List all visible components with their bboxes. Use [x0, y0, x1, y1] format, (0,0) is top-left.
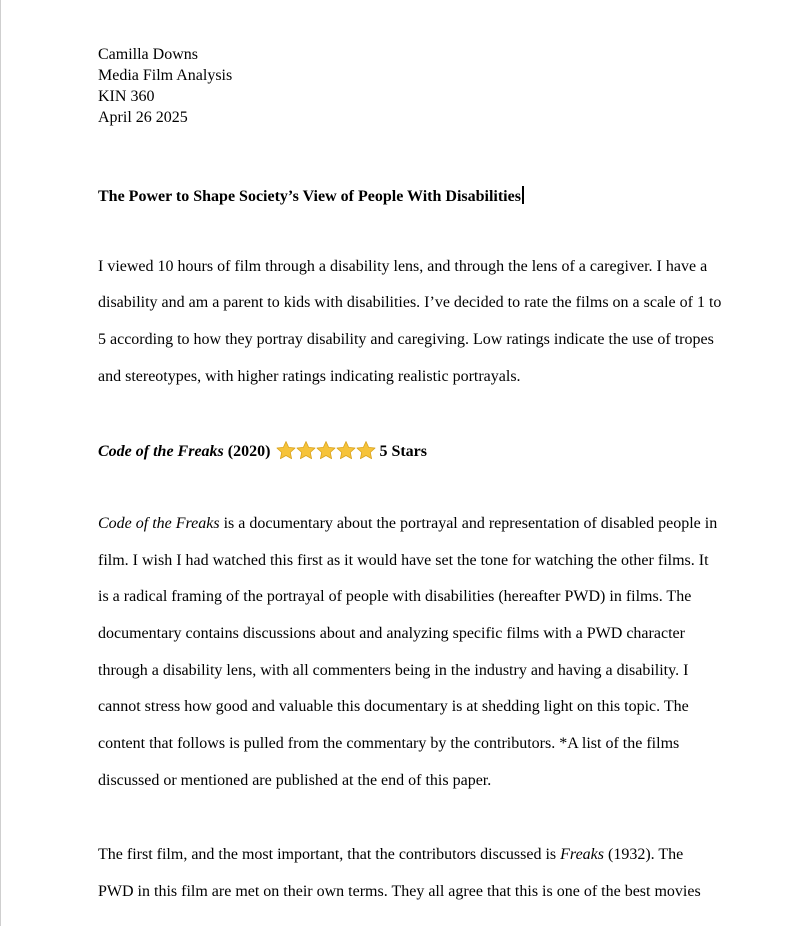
- paper-title[interactable]: [98, 186, 524, 207]
- film-para-line-8: discussed or mentioned are published at the end of this paper.: [98, 772, 492, 789]
- para3-italic-film: Freaks: [560, 846, 604, 863]
- film-para-italic-title: Code of the Freaks: [98, 515, 220, 532]
- star-icon: [277, 442, 295, 459]
- film-para-line-3: is a radical framing of the portrayal of people with disabilities (hereafter PWD) in films. The: [98, 588, 692, 605]
- intro-line-3: 5 according to how they portray disability and caregiving. Low ratings indicate the use of tropes: [98, 331, 714, 348]
- film-para-line-2: film. I wish I had watched this first as it would have set the tone for watching the other films. It: [98, 552, 709, 569]
- para3-line-1-pre: The first film, and the most important, that the contributors discussed is: [98, 846, 561, 863]
- film-para-line-1-rest: is a documentary about the portrayal and representation of disabled people in: [219, 515, 718, 532]
- star-icon: [337, 442, 355, 459]
- film-para-line-5: through a disability lens, with all commenters being in the industry and having a disability. I: [98, 662, 689, 679]
- text-cursor: [522, 186, 524, 204]
- paper-title-text: The Power to Shape Society’s View of People With Disabilities: [98, 188, 521, 205]
- film-heading: [98, 440, 427, 462]
- film-para-line-7: content that follows is pulled from the commentary by the contributors. *A list of the films: [98, 735, 680, 752]
- intro-line-4: and stereotypes, with higher ratings indicating realistic portrayals.: [98, 368, 521, 385]
- film-para-line-6: cannot stress how good and valuable this documentary is at shedding light on this topic. The: [98, 698, 689, 715]
- author-name: Camilla Downs: [98, 46, 198, 63]
- intro-line-2: disability and am a parent to kids with disabilities. I’ve decided to rate the films on a scale of 1 to: [98, 294, 722, 311]
- course-code: KIN 360: [98, 88, 155, 105]
- star-icon: [297, 442, 315, 459]
- film-para-line-4: documentary contains discussions about and analyzing specific films with a PWD character: [98, 625, 685, 642]
- para3-line-2: PWD in this film are met on their own terms. They all agree that this is one of the best movies: [98, 883, 701, 900]
- para3-line-1: [98, 845, 683, 865]
- submission-date: April 26 2025: [98, 109, 188, 126]
- film-heading-title: Code of the Freaks: [98, 443, 224, 460]
- assignment-name: Media Film Analysis: [98, 67, 233, 84]
- star-rating: [276, 440, 376, 460]
- film-heading-year: (2020): [223, 443, 271, 460]
- film-para-line-1: [98, 514, 717, 534]
- intro-line-1: I viewed 10 hours of film through a disability lens, and through the lens of a caregiver. I have a: [98, 258, 708, 275]
- para3-line-1-post: (1932). The: [604, 846, 684, 863]
- star-icon: [357, 442, 375, 459]
- star-rating-graphic: [276, 440, 376, 460]
- rating-label: 5 Stars: [379, 443, 427, 460]
- star-icon: [317, 442, 335, 459]
